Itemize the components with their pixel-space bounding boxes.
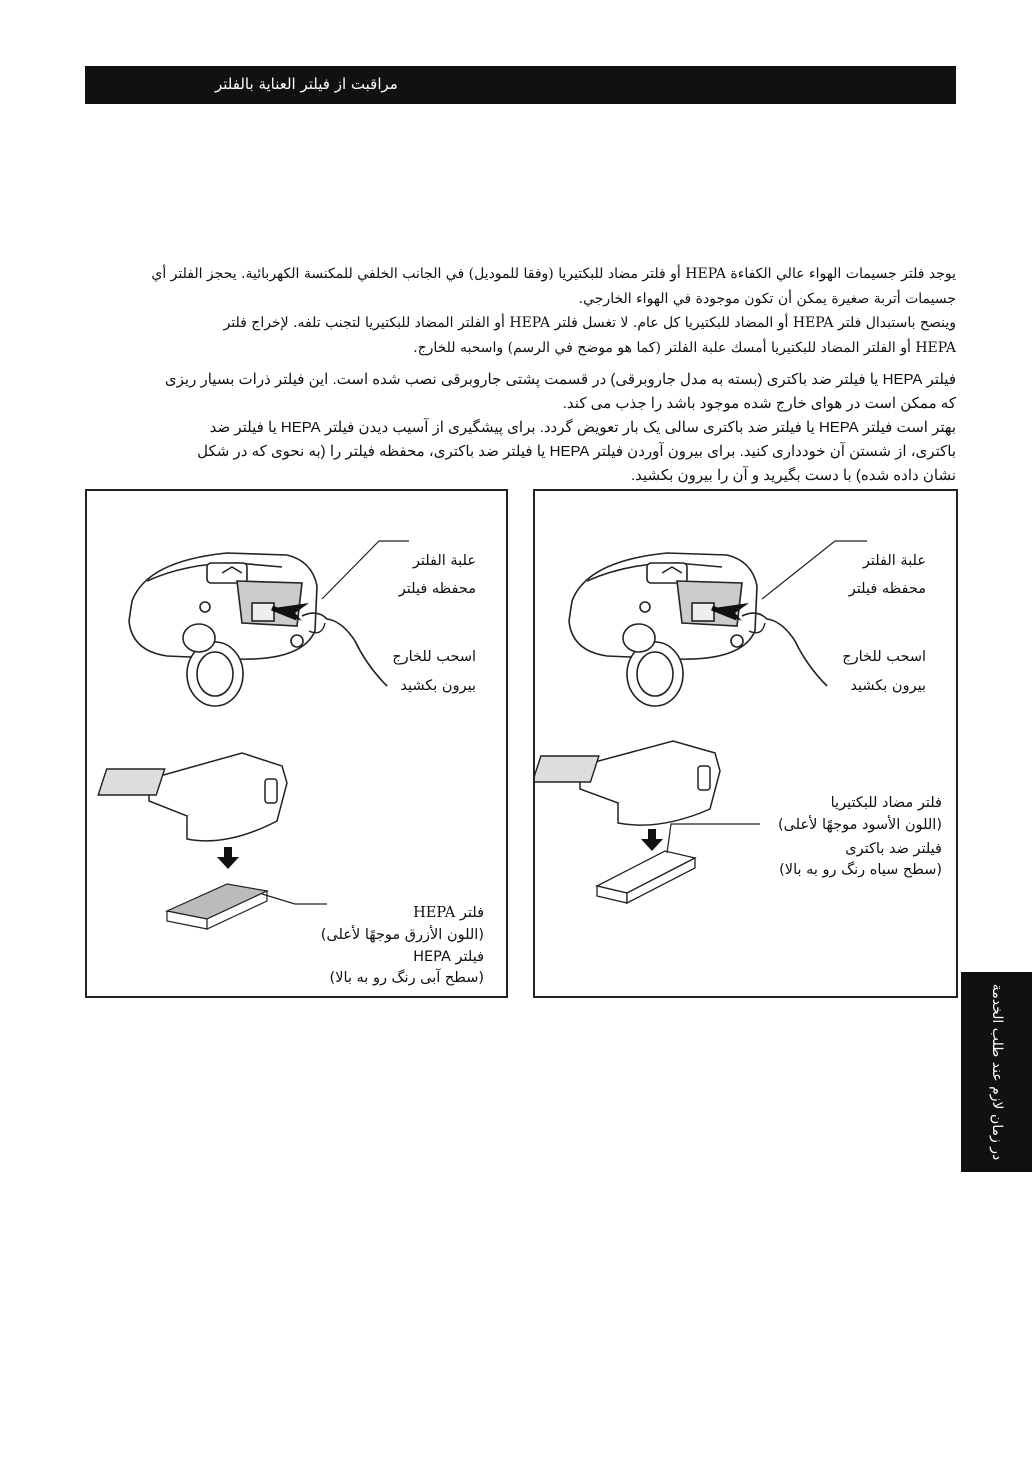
arabic-line: يوجد فلتر جسيمات الهواء عالي الكفاءة HEPA أو فلتر مضاد للبكتيريا (وفقا للموديل) في الجانب الخلفي للمكنسة الكهربائية. يحجز الفلتر أي <box>151 266 956 282</box>
vacuum-cleaner-illustration <box>569 553 757 706</box>
hepa-filter-label-fa: فیلتر HEPA <box>413 949 484 965</box>
pull-label-ar: اسحب للخارج <box>392 649 476 665</box>
case-label-ar: علبة الفلتر <box>862 553 926 569</box>
section-title: مراقبت از فیلتر العناية بالفلتر <box>215 75 398 93</box>
vacuum-cleaner-illustration <box>129 553 317 706</box>
down-arrow-icon <box>217 847 239 869</box>
antibacterial-filter-illustration <box>597 851 695 903</box>
arabic-instructions <box>140 262 956 360</box>
pull-label-ar: اسحب للخارج <box>842 649 926 665</box>
section-header-bar <box>85 66 956 104</box>
case-label-ar: علبة الفلتر <box>412 553 476 569</box>
antibacterial-filter-label-fa: فیلتر ضد باکتری <box>845 841 942 857</box>
filter-case-illustration <box>98 753 287 841</box>
arabic-line: HEPA أو الفلتر المضاد للبكتيريا أمسك علبة الفلتر (كما هو موضح في الرسم) واسحبه للخارج. <box>413 339 956 356</box>
persian-line: فیلتر HEPA یا فیلتر ضد باکتری (بسته به مدل جاروبرقی) در قسمت پشتی جاروبرقی نصب شده است. این فیلتر ذرات بسیار ریزی <box>164 371 956 388</box>
case-leader-line <box>322 541 409 599</box>
filter-leader-line <box>667 824 760 853</box>
persian-line: که ممکن است در هوای خارج شده موجود باشد را جذب می کند. <box>562 395 956 412</box>
down-arrow-icon <box>641 829 663 851</box>
orientation-label-ar: (اللون الأسود موجهًا لأعلى) <box>777 817 942 833</box>
hepa-filter-label-ar: فلتر HEPA <box>413 905 484 921</box>
orientation-label-ar: (اللون الأزرق موجهًا لأعلى) <box>320 927 484 943</box>
hepa-filter-illustration <box>167 884 267 929</box>
antibacterial-filter-label-ar: فلتر مضاد للبكتيريا <box>830 795 942 811</box>
filter-leader-line <box>262 894 327 904</box>
pull-label-fa: بیرون بکشید <box>400 678 476 694</box>
arabic-line: وينصح باستبدال فلتر HEPA أو المضاد للبكتيريا كل عام. لا تغسل فلتر HEPA أو الفلتر المضاد للبكتيريا لتجنب تلفه. لإخراج فلتر <box>223 315 956 331</box>
persian-line: نشان داده شده) با دست بگیرید و آن را بیرون بکشید. <box>630 467 956 484</box>
persian-instructions <box>140 368 956 488</box>
hepa-filter-panel <box>85 489 508 998</box>
case-label-fa: محفظه فیلتر <box>848 581 926 597</box>
pull-label-fa: بیرون بکشید <box>850 678 926 694</box>
arabic-line: جسيمات أتربة صغيرة يمكن أن تكون موجودة في الهواء الخارجي. <box>578 290 956 307</box>
side-tab-label: در زمان لازم عند طلب الخدمة <box>988 983 1005 1161</box>
antibacterial-filter-panel <box>533 489 958 998</box>
orientation-label-fa: (سطح سیاه رنگ رو به بالا) <box>779 862 942 878</box>
filter-case-illustration <box>535 741 720 825</box>
orientation-label-fa: (سطح آبی رنگ رو به بالا) <box>329 970 484 986</box>
case-label-fa: محفظه فیلتر <box>398 581 476 597</box>
persian-line: بهتر است فیلتر HEPA یا فیلتر ضد باکتری سالی یک بار تعویض گردد. برای پیشگیری از آسیب دیدن فیلتر HEPA یا فیلتر ضد <box>209 419 956 436</box>
side-section-tab <box>961 972 1032 1172</box>
persian-line: باکتری، از شستن آن خودداری کنید. برای بیرون آوردن فیلتر HEPA یا فیلتر ضد باکتری، محفظه فیلتر را (به نحوی که در شکل <box>197 443 956 460</box>
